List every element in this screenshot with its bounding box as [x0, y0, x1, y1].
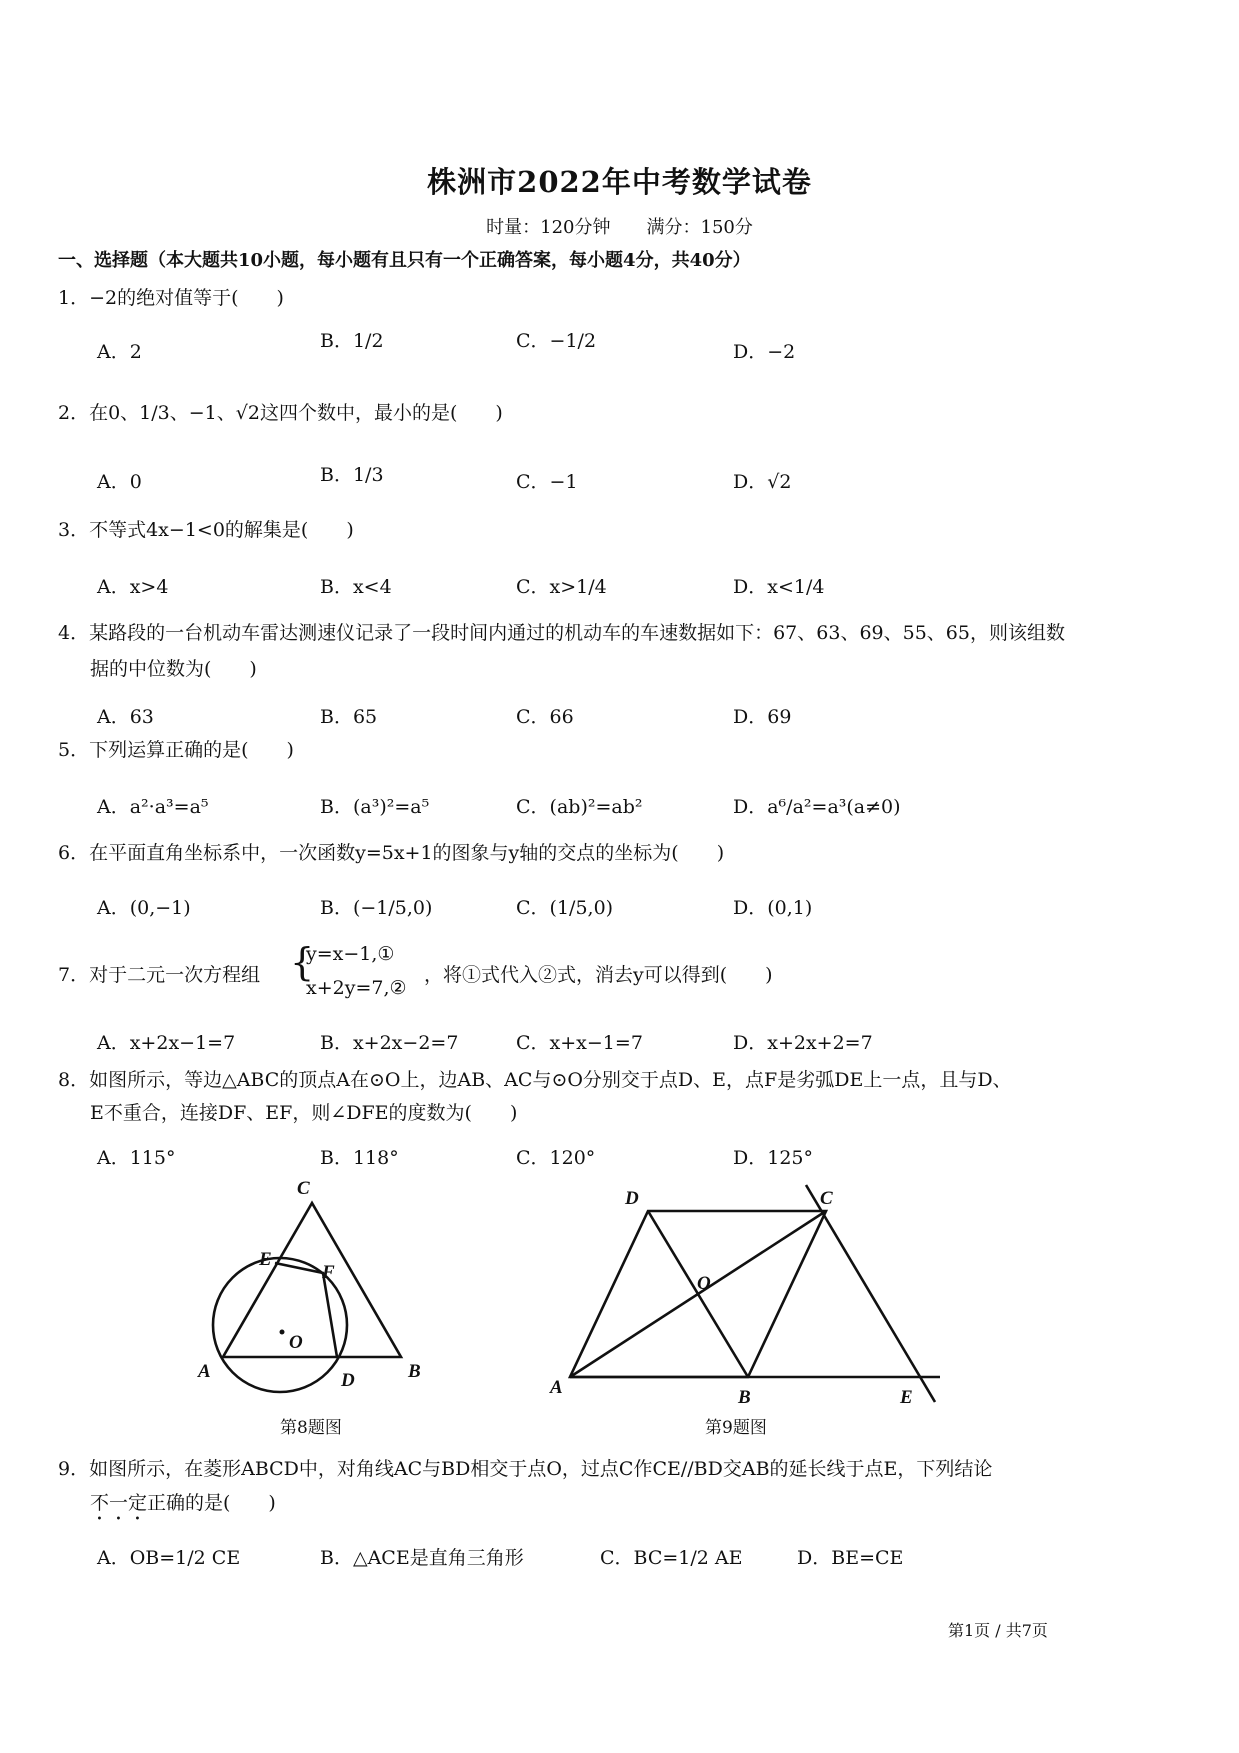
q2-option-c: C．−1: [516, 471, 578, 493]
q5-option-b: B．(a³)²=a⁵: [320, 796, 430, 818]
q8-option-a: A．115°: [97, 1147, 176, 1169]
q4-option-a: A．63: [97, 706, 154, 728]
q1-option-d: D．−2: [733, 341, 796, 363]
q5-option-c: C．(ab)²=ab²: [516, 796, 643, 818]
fig8-label-a: A: [198, 1361, 211, 1382]
fig8-label-c: C: [297, 1178, 310, 1199]
question-number: 4．: [58, 622, 90, 644]
q3-option-d: D．x<1/4: [733, 576, 825, 598]
fig9-label-o: O: [697, 1273, 711, 1294]
fig9-label-c: C: [820, 1188, 833, 1209]
q7-option-b: B．x+2x−2=7: [320, 1032, 459, 1054]
q9-option-d: D．BE=CE: [797, 1547, 904, 1569]
q5-option-a: A．a²·a³=a⁵: [97, 796, 209, 818]
q1-option-c: C．−1/2: [516, 330, 597, 352]
figure-8: [213, 1203, 401, 1392]
fig9-label-a: A: [550, 1377, 563, 1398]
fig8-label-b: B: [408, 1361, 421, 1382]
diagonal-bd: [648, 1211, 748, 1377]
page-number: 第1页 / 共7页: [948, 1621, 1048, 1640]
q6-option-a: A．(0,−1): [97, 897, 191, 919]
q3-option-c: C．x>1/4: [516, 576, 607, 598]
question-number: 2．: [58, 402, 90, 424]
question-text-line1: 某路段的一台机动车雷达测速仪记录了一段时间内通过的机动车的车速数据如下：67、63、69、55、65，则该组数: [89, 622, 1065, 644]
figure-9: [570, 1185, 940, 1402]
question-number: 8．: [58, 1069, 90, 1091]
q3-option-b: B．x<4: [320, 576, 392, 598]
question-5: [58, 735, 294, 762]
time-score-info: 时量：120分钟 满分：150分: [486, 217, 753, 238]
question-9-line2-rest: 正确的是( ): [147, 1492, 276, 1514]
q7-equation-1: y=x−1,①: [306, 943, 395, 965]
brace-symbol: {: [290, 940, 315, 984]
question-4-line2: 据的中位数为( ): [90, 658, 257, 680]
question-text-before: 对于二元一次方程组: [89, 964, 261, 986]
question-text: 下列运算正确的是( ): [89, 739, 294, 761]
question-number: 7．: [58, 964, 90, 986]
question-9-line2: [90, 1488, 276, 1525]
fig8-label-d: D: [341, 1370, 355, 1391]
q8-option-d: D．125°: [733, 1147, 813, 1169]
question-3: [58, 515, 354, 542]
question-text: 在0、1/3、−1、√2这四个数中，最小的是( ): [89, 402, 503, 424]
question-1: [58, 283, 284, 310]
triangle-abc: [223, 1203, 401, 1357]
q4-option-d: D．69: [733, 706, 792, 728]
q3-option-a: A．x>4: [97, 576, 169, 598]
q8-option-b: B．118°: [320, 1147, 399, 1169]
figure-9-caption: 第9题图: [705, 1418, 767, 1438]
question-number: 3．: [58, 519, 90, 541]
figure-8-caption: 第8题图: [280, 1418, 342, 1438]
q2-option-b: B．1/3: [320, 464, 384, 486]
q7-option-d: D．x+2x+2=7: [733, 1032, 873, 1054]
fig9-label-d: D: [625, 1188, 639, 1209]
fig9-label-b: B: [738, 1387, 751, 1408]
q9-option-a: A．OB=1/2 CE: [97, 1547, 241, 1569]
question-6: [58, 838, 724, 865]
question-number: 5．: [58, 739, 90, 761]
question-7: [58, 960, 260, 987]
q8-option-c: C．120°: [516, 1147, 596, 1169]
fig8-label-e: E: [259, 1249, 272, 1270]
q4-option-c: C．66: [516, 706, 574, 728]
q6-option-b: B．(−1/5,0): [320, 897, 433, 919]
page-title: 株洲市2022年中考数学试卷: [427, 165, 812, 199]
q2-option-d: D．√2: [733, 471, 792, 493]
q1-option-b: B．1/2: [320, 330, 384, 352]
fig9-label-e: E: [900, 1387, 913, 1408]
question-8: [58, 1065, 1012, 1092]
emphasis-not-necessarily: 不一定: [90, 1492, 148, 1514]
q7-option-a: A．x+2x−1=7: [97, 1032, 236, 1054]
question-2: [58, 398, 503, 425]
question-text-line1: 如图所示，等边△ABC的顶点A在⊙O上，边AB、AC与⊙O分别交于点D、E，点F是劣弧DE上一点，且与D、: [89, 1069, 1012, 1091]
question-9: [58, 1454, 992, 1481]
q6-option-c: C．(1/5,0): [516, 897, 614, 919]
q6-option-d: D．(0,1): [733, 897, 813, 919]
question-4: [58, 618, 1065, 645]
question-number: 9．: [58, 1458, 90, 1480]
question-text: −2的绝对值等于( ): [89, 287, 284, 309]
q5-option-d: D．a⁶/a²=a³(a≠0): [733, 796, 901, 818]
question-number: 6．: [58, 842, 90, 864]
figures-container: [0, 1170, 1239, 1430]
fig8-label-f: F: [322, 1262, 335, 1283]
question-text-line1: 如图所示，在菱形ABCD中，对角线AC与BD相交于点O，过点C作CE//BD交AB的延长线于点E，下列结论: [89, 1458, 993, 1480]
question-text: 在平面直角坐标系中，一次函数y=5x+1的图象与y轴的交点的坐标为( ): [89, 842, 725, 864]
line-ce: [806, 1185, 935, 1402]
q9-option-c: C．BC=1/2 AE: [600, 1547, 743, 1569]
q7-equation-2: x+2y=7,②: [306, 977, 407, 999]
question-8-line2: E不重合，连接DF、EF，则∠DFE的度数为( ): [90, 1102, 518, 1124]
question-number: 1．: [58, 287, 90, 309]
q1-option-a: A．2: [97, 341, 142, 363]
q4-option-b: B．65: [320, 706, 378, 728]
section-heading: 一、选择题（本大题共10小题，每小题有且只有一个正确答案，每小题4分，共40分）: [58, 250, 751, 271]
q9-option-b: B．△ACE是直角三角形: [320, 1547, 524, 1569]
q2-option-a: A．0: [97, 471, 142, 493]
fig8-label-o: O: [289, 1332, 303, 1353]
center-point-o: [280, 1330, 285, 1335]
question-text: 不等式4x−1<0的解集是( ): [89, 519, 354, 541]
question-7-text-after: ，将①式代入②式，消去y可以得到( ): [424, 964, 773, 986]
q7-option-c: C．x+x−1=7: [516, 1032, 643, 1054]
